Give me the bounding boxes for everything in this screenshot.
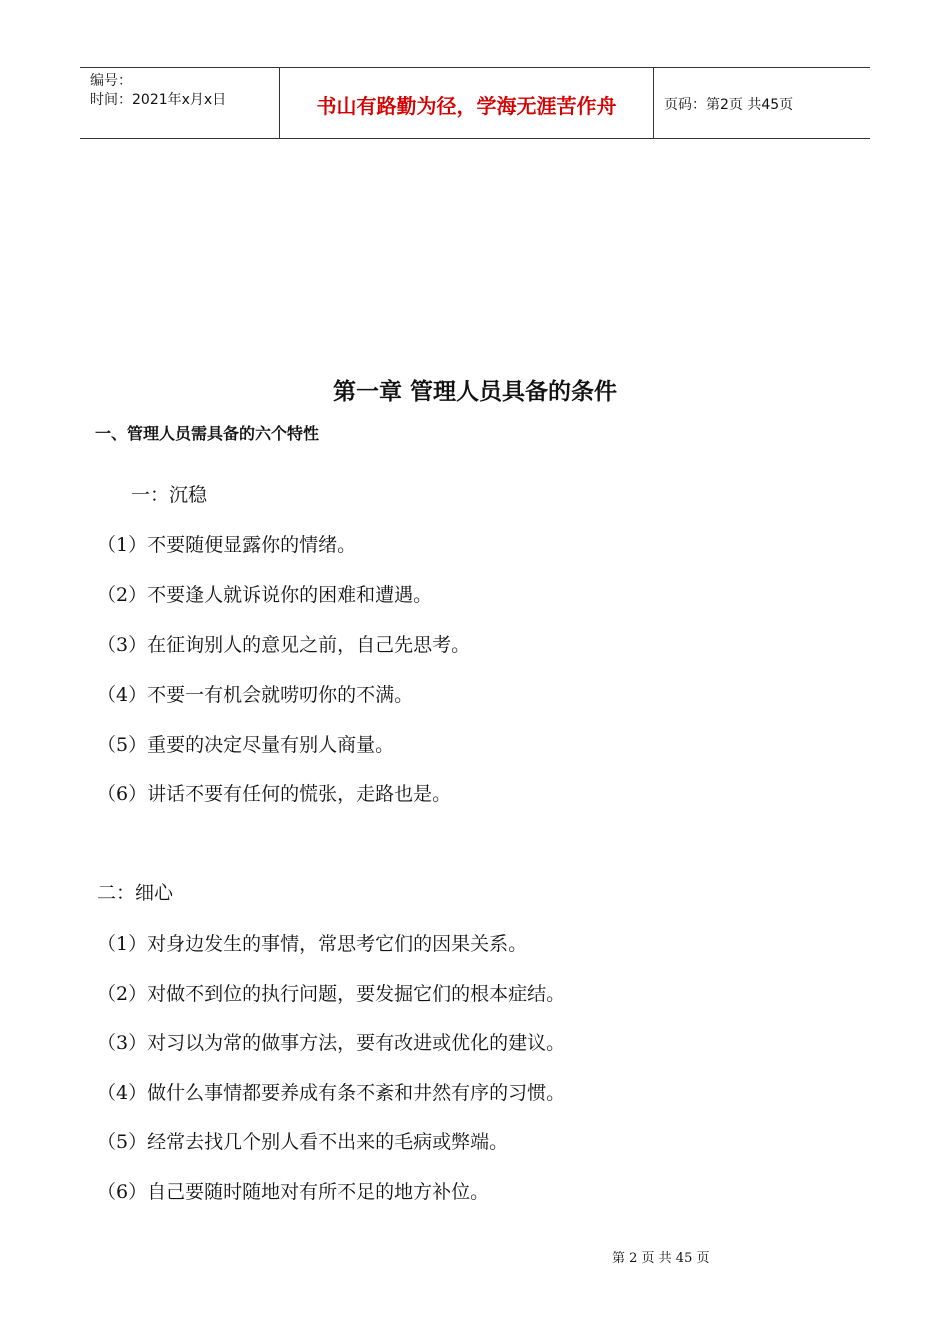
list-item: （6）自己要随时随地对有所不足的地方补位。 (97, 1181, 490, 1203)
list-item: （2）不要逢人就诉说你的困难和遭遇。 (97, 584, 433, 606)
part2-heading: 二：细心 (97, 882, 174, 904)
list-item: （6）讲话不要有任何的慌张，走路也是。 (97, 783, 452, 805)
document-header (80, 67, 870, 139)
list-item: （5）重要的决定尽量有别人商量。 (97, 734, 395, 756)
list-item: （4）做什么事情都要养成有条不紊和井然有序的习惯。 (97, 1082, 566, 1104)
chapter-title: 第一章 管理人员具备的条件 (332, 379, 617, 405)
time-label: 时间：2021年x月x日 (90, 92, 227, 108)
header-page-info: 页码：第2页 共45页 (664, 97, 794, 113)
header-motto: 书山有路勤为径，学海无涯苦作舟 (280, 68, 654, 138)
list-item: （3）对习以为常的做事方法，要有改进或优化的建议。 (97, 1032, 566, 1054)
list-item: （1）对身边发生的事情，常思考它们的因果关系。 (97, 933, 528, 955)
list-item: （2）对做不到位的执行问题，要发掘它们的根本症结。 (97, 983, 566, 1005)
page-footer: 第 2 页 共 45 页 (612, 1251, 710, 1266)
list-item: （3）在征询别人的意见之前，自己先思考。 (97, 634, 471, 656)
part1-heading: 一：沉稳 (131, 484, 208, 506)
list-item: （5）经常去找几个别人看不出来的毛病或弊端。 (97, 1131, 509, 1153)
number-label: 编号： (90, 73, 132, 89)
section-title: 一、管理人员需具备的六个特性 (95, 424, 320, 443)
list-item: （1）不要随便显露你的情绪。 (97, 534, 357, 556)
header-meta (80, 68, 280, 138)
list-item: （4）不要一有机会就唠叨你的不满。 (97, 684, 414, 706)
